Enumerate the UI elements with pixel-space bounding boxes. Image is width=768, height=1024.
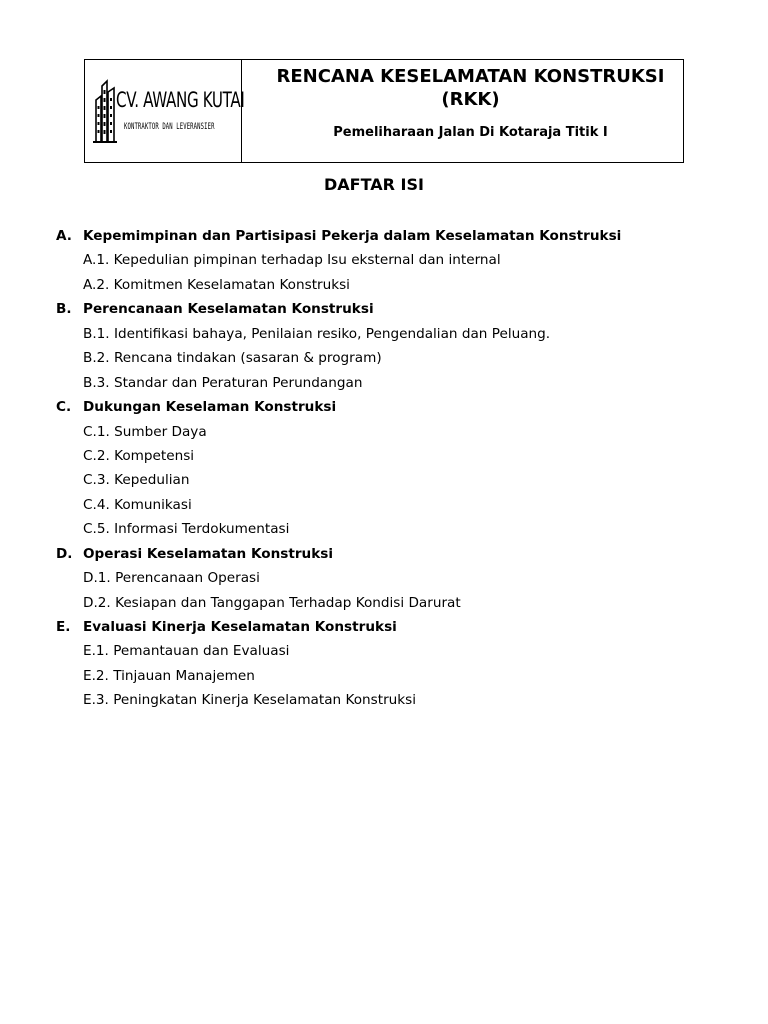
title-line-2: (RKK) [441, 89, 500, 110]
toc-item: B.1. Identifikasi bahaya, Penilaian resiko, Pengendalian dan Peluang. [83, 325, 551, 342]
toc-item: D.2. Kesiapan dan Tanggapan Terhadap Kondisi Darurat [83, 594, 461, 611]
toc-section [56, 544, 736, 568]
company-tagline: KONTRAKTOR DAN LEVERANSIER [124, 122, 215, 132]
section-title: Dukungan Keselaman Konstruksi [83, 399, 337, 416]
toc-item: E.1. Pemantauan dan Evaluasi [83, 643, 290, 660]
toc-item: B.2. Rencana tindakan (sasaran & program) [83, 350, 382, 367]
toc-item: A.2. Komitmen Keselamatan Konstruksi [83, 276, 350, 293]
section-letter: C. [56, 399, 72, 416]
company-name: CV. AWANG KUTAI [116, 88, 245, 112]
table-of-contents [56, 226, 736, 715]
title-line-1: RENCANA KESELAMATAN KONSTRUKSI [276, 66, 665, 87]
toc-section [56, 397, 736, 421]
building-logo-icon [93, 78, 117, 144]
toc-section [56, 299, 736, 323]
section-letter: E. [56, 619, 71, 635]
section-letter: D. [56, 545, 73, 562]
document-header [84, 59, 684, 163]
toc-item: E.2. Tinjauan Manajemen [83, 667, 255, 684]
toc-item: C.4. Komunikasi [83, 496, 192, 513]
toc-item: C.3. Kepedulian [83, 472, 190, 489]
section-letter: B. [56, 301, 72, 318]
toc-item: B.3. Standar dan Peraturan Perundangan [83, 374, 363, 391]
toc-section [56, 226, 736, 250]
toc-item: C.5. Informasi Terdokumentasi [83, 521, 290, 538]
section-title: Perencanaan Keselamatan Konstruksi [83, 301, 374, 318]
section-title: Operasi Keselamatan Konstruksi [83, 545, 334, 562]
toc-section [56, 617, 736, 641]
document-title [242, 65, 683, 111]
title-block [242, 60, 683, 162]
toc-item: C.2. Kompetensi [83, 447, 195, 464]
toc-item: D.1. Perencanaan Operasi [83, 570, 260, 587]
section-letter: A. [56, 228, 72, 244]
toc-item: C.1. Sumber Daya [83, 423, 207, 440]
toc-heading: DAFTAR ISI [324, 175, 424, 194]
toc-item: E.3. Peningkatan Kinerja Keselamatan Konstruksi [83, 692, 416, 709]
section-title: Kepemimpinan dan Partisipasi Pekerja dalam Keselamatan Konstruksi [83, 228, 622, 244]
company-logo [85, 60, 245, 162]
toc-item: A.1. Kepedulian pimpinan terhadap Isu eksternal dan internal [83, 252, 501, 269]
project-subtitle: Pemeliharaan Jalan Di Kotaraja Titik I [333, 125, 608, 140]
section-title: Evaluasi Kinerja Keselamatan Konstruksi [83, 619, 397, 635]
